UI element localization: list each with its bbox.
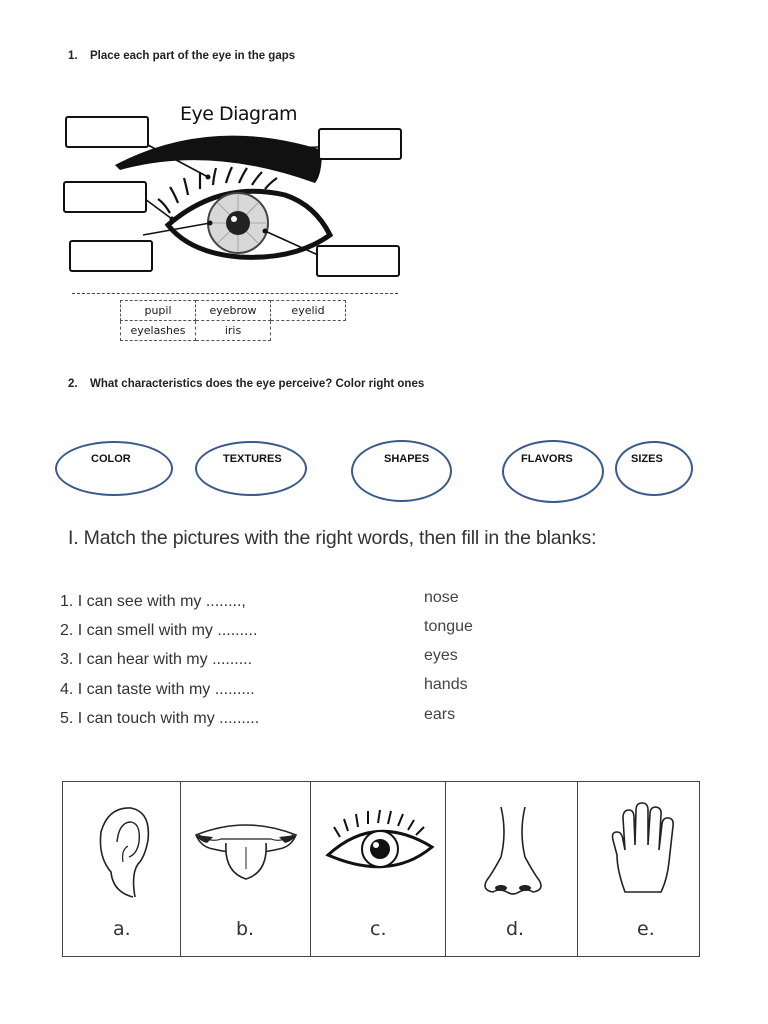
word-bank-item: eyebrow — [196, 301, 271, 321]
label-box-eyebrow-right[interactable] — [318, 128, 402, 160]
column-divider — [180, 782, 181, 956]
label-box-eyelid[interactable] — [63, 181, 147, 213]
question-1-text: Place each part of the eye in the gaps — [90, 50, 296, 62]
diagram-title: Eye Diagram — [180, 103, 298, 125]
section-heading: I. Match the pictures with the right words, then fill in the blanks: — [68, 527, 597, 549]
word-bank-item: pupil — [121, 301, 196, 321]
oval-label-shapes: SHAPES — [384, 453, 430, 465]
word-bank-item: iris — [196, 321, 271, 341]
column-divider — [577, 782, 578, 956]
pictures-table — [62, 781, 700, 957]
question-1-number: 1. — [68, 50, 78, 62]
question-2-text: What characteristics does the eye perceive? Color right ones — [90, 378, 425, 390]
word-bank-item: eyelashes — [121, 321, 196, 341]
word-bank-item: eyelid — [271, 301, 346, 321]
oval-label-sizes: SIZES — [631, 453, 663, 465]
picture-letter-e: e. — [637, 918, 655, 940]
label-box-iris[interactable] — [69, 240, 153, 272]
sentence-5: 5. I can touch with my ......... — [60, 710, 260, 727]
picture-letter-d: d. — [506, 918, 525, 940]
word-ears: ears — [424, 706, 456, 723]
question-2-number: 2. — [68, 378, 78, 390]
label-box-eyebrow[interactable] — [65, 116, 149, 148]
oval-shapes[interactable] — [351, 440, 452, 502]
sentence-1: 1. I can see with my ........, — [60, 593, 246, 610]
label-box-pupil[interactable] — [316, 245, 400, 277]
oval-label-color: COLOR — [91, 453, 131, 465]
word-bank — [120, 300, 346, 341]
picture-letter-a: a. — [113, 918, 131, 940]
oval-sizes[interactable] — [615, 441, 693, 496]
word-hands: hands — [424, 676, 468, 693]
ear-icon — [93, 802, 153, 902]
oval-flavors[interactable] — [502, 440, 604, 503]
sentence-4: 4. I can taste with my ......... — [60, 681, 255, 698]
hand-icon — [603, 800, 683, 900]
word-nose: nose — [424, 589, 459, 606]
oval-textures[interactable] — [195, 441, 307, 496]
column-divider — [445, 782, 446, 956]
tongue-icon — [191, 817, 301, 887]
sentence-3: 3. I can hear with my ......... — [60, 651, 253, 668]
word-tongue: tongue — [424, 618, 473, 635]
oval-color[interactable] — [55, 441, 173, 496]
question-1 — [68, 50, 295, 62]
sentence-2: 2. I can smell with my ......... — [60, 622, 258, 639]
oval-label-flavors: FLAVORS — [521, 453, 573, 465]
oval-label-textures: TEXTURES — [223, 453, 282, 465]
eye-icon — [320, 807, 438, 887]
column-divider — [310, 782, 311, 956]
word-eyes: eyes — [424, 647, 458, 664]
picture-letter-b: b. — [236, 918, 255, 940]
dashed-divider — [72, 293, 398, 294]
question-2 — [68, 378, 424, 390]
word-bank-empty — [271, 321, 346, 341]
nose-icon — [473, 802, 553, 902]
picture-letter-c: c. — [370, 918, 387, 940]
eye-diagram — [60, 95, 410, 345]
